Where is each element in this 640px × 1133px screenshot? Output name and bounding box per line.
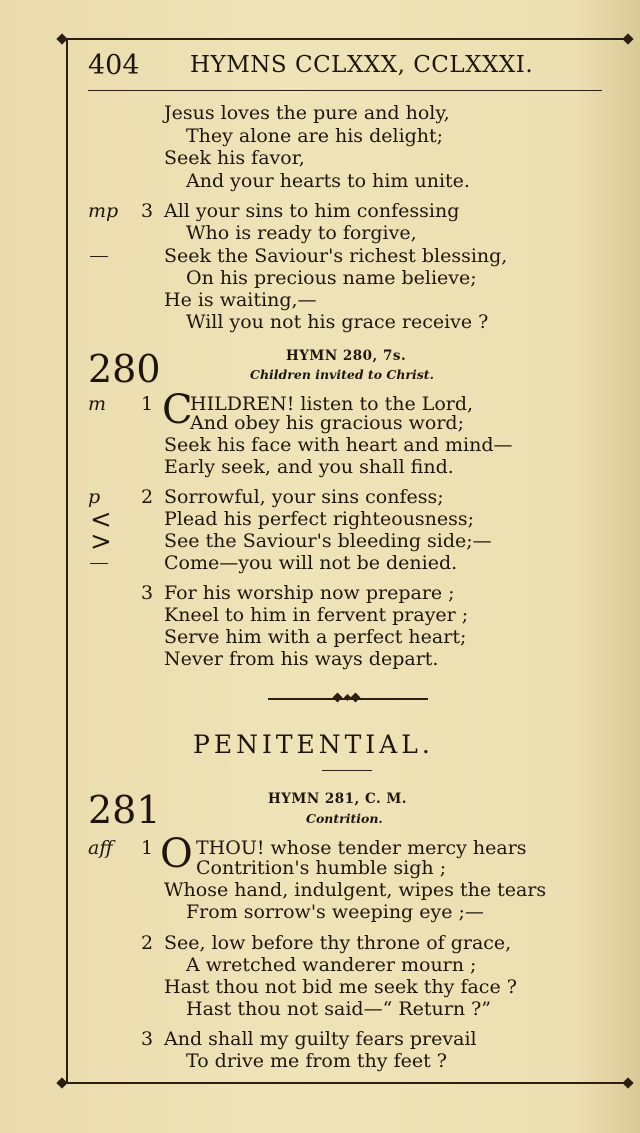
stanza-number: 2 xyxy=(141,486,154,508)
stanza-number: 3 xyxy=(141,582,154,604)
dynamic-mark: aff xyxy=(88,837,113,859)
drop-capital: C xyxy=(162,387,193,433)
verse-line: THOU! whose tender mercy hears xyxy=(196,837,527,859)
running-title: HYMNS CCLXXX, CCLXXXI. xyxy=(190,52,534,78)
drop-capital: O xyxy=(160,831,193,877)
verse-line: Will you not his grace receive ? xyxy=(186,311,489,333)
verse-line: HILDREN! listen to the Lord, xyxy=(190,393,474,415)
hymn-subtitle: Contrition. xyxy=(306,811,383,826)
stanza-number: 3 xyxy=(141,1028,154,1050)
verse-line: Never from his ways depart. xyxy=(164,648,439,670)
verse-line: On his precious name believe; xyxy=(186,267,477,289)
verse-line: Whose hand, indulgent, wipes the tears xyxy=(164,879,547,901)
verse-line: A wretched wanderer mourn ; xyxy=(186,954,477,976)
verse-line: And obey his gracious word; xyxy=(190,412,464,434)
ornamental-rule xyxy=(268,698,428,700)
dash-mark xyxy=(90,563,108,564)
dynamic-mark: mp xyxy=(88,200,119,222)
dynamic-mark: p xyxy=(88,486,101,508)
verse-line: Come—you will not be denied. xyxy=(164,552,458,574)
verse-line: And shall my guilty fears prevail xyxy=(164,1028,477,1050)
verse-line: Serve him with a perfect heart; xyxy=(164,626,467,648)
left-border-rule xyxy=(66,40,68,1082)
verse-line: Hast thou not said—“ Return ?” xyxy=(186,998,492,1020)
verse-line: See, low before thy throne of grace, xyxy=(164,932,512,954)
crescendo-mark: < xyxy=(90,505,112,535)
verse-line: They alone are his delight; xyxy=(186,125,444,147)
stanza-number: 1 xyxy=(141,393,154,415)
verse-line: Who is ready to forgive, xyxy=(186,222,417,244)
page-number: 404 xyxy=(88,50,140,81)
verse-line: Plead his perfect righteousness; xyxy=(164,508,475,530)
verse-line: See the Saviour's bleeding side;— xyxy=(164,530,492,552)
verse-line: Jesus loves the pure and holy, xyxy=(164,102,450,124)
stanza-number: 2 xyxy=(141,932,154,954)
hymn-number: 281 xyxy=(88,788,161,832)
stanza-number: 1 xyxy=(141,837,154,859)
top-border-rule xyxy=(62,38,628,40)
section-rule xyxy=(322,770,372,771)
hymn-number: 280 xyxy=(88,347,161,391)
section-title: PENITENTIAL. xyxy=(193,730,434,759)
verse-line: Sorrowful, your sins confess; xyxy=(164,486,444,508)
verse-line: He is waiting,— xyxy=(164,289,317,311)
verse-line: Contrition's humble sigh ; xyxy=(196,857,447,879)
verse-line: For his worship now prepare ; xyxy=(164,582,455,604)
verse-line: Seek the Saviour's richest blessing, xyxy=(164,245,508,267)
verse-line: All your sins to him confessing xyxy=(164,200,460,222)
verse-line: And your hearts to him unite. xyxy=(186,170,470,192)
diminuendo-mark: > xyxy=(90,527,112,557)
verse-line: To drive me from thy feet ? xyxy=(186,1050,447,1072)
hymn-title: HYMN 280, 7s. xyxy=(286,348,407,364)
header-rule xyxy=(88,90,602,91)
verse-line: Hast thou not bid me seek thy face ? xyxy=(164,976,517,998)
hymn-subtitle: Children invited to Christ. xyxy=(250,367,434,382)
dynamic-mark: m xyxy=(88,393,107,415)
verse-line: Kneel to him in fervent prayer ; xyxy=(164,604,469,626)
verse-line: Seek his favor, xyxy=(164,147,305,169)
dash-mark xyxy=(90,256,108,257)
bottom-border-rule xyxy=(62,1082,628,1084)
verse-line: From sorrow's weeping eye ;— xyxy=(186,901,484,923)
verse-line: Seek his face with heart and mind— xyxy=(164,434,513,456)
hymn-title: HYMN 281, C. M. xyxy=(268,791,408,807)
stanza-number: 3 xyxy=(141,200,154,222)
verse-line: Early seek, and you shall find. xyxy=(164,456,454,478)
